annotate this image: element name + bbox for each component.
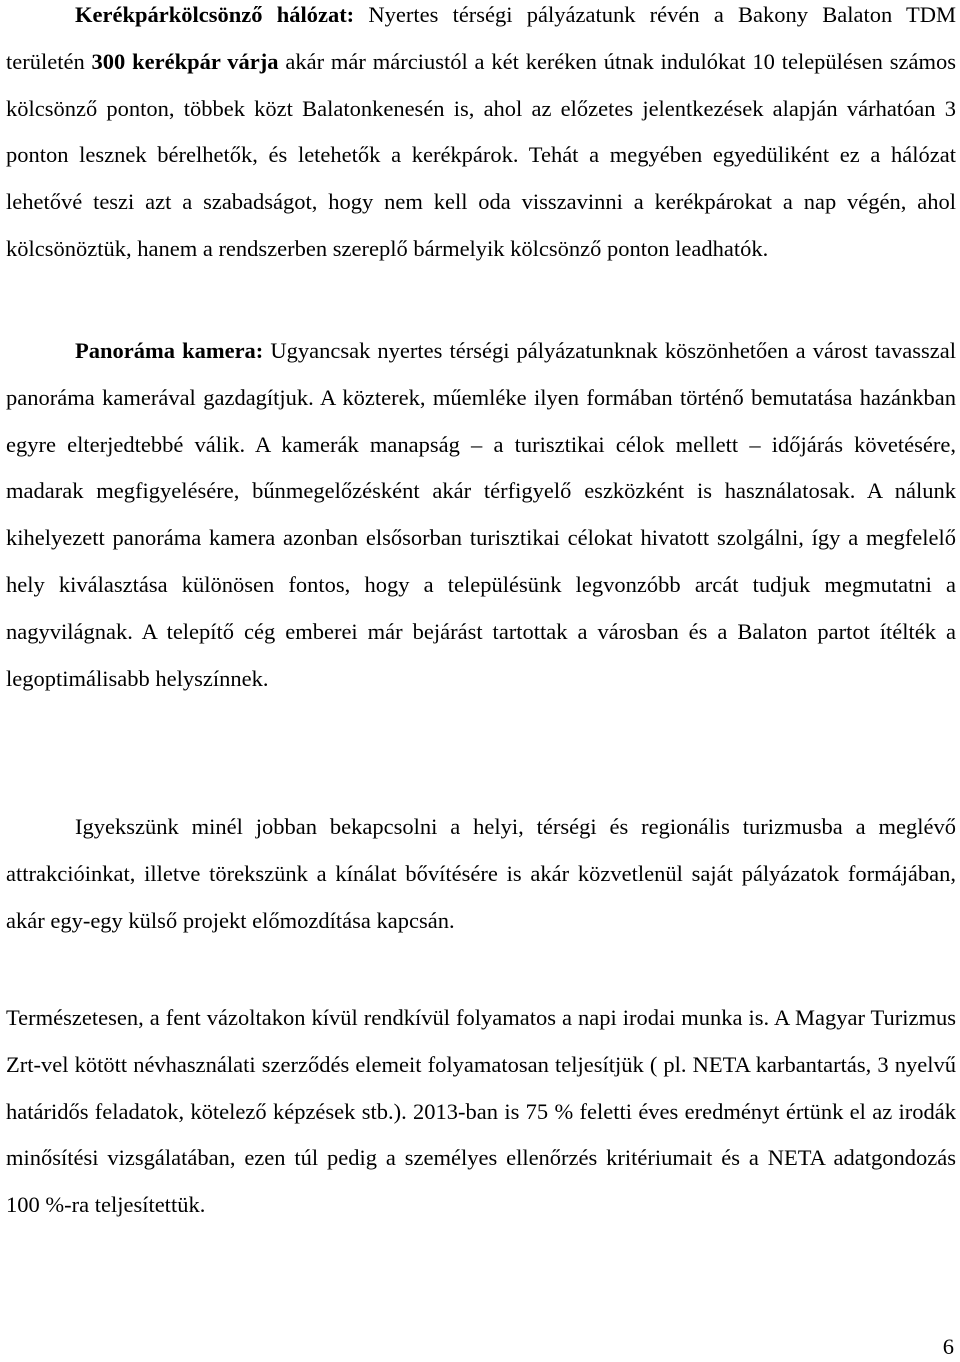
paragraph-text: Nyertes térségi pályázatunk révén a Bakony Balaton TDM területén xyxy=(6,2,957,74)
paragraph-tourism xyxy=(6,804,956,944)
paragraph-text: akár már márciustól a két keréken útnak indulókat 10 településen számos kölcsönző ponton, többek közt Balatonkenesén is, ahol az előzetes jelentkezések alapján várhatóan 3 ponton lesznek bérelhetők, és letehetők a kerékpárok. Tehát a megyében egyedüliként ez a hálózat lehetővé teszi azt a szabadságot, hogy nem kell oda visszavinni a kerékpárokat a nap végén, ahol kölcsönöztük, hanem a rendszerben szereplő bármelyik kölcsönző ponton leadhatók. xyxy=(6,48,956,261)
heading-panorama-camera: Panoráma kamera: xyxy=(75,338,264,363)
paragraph-text: Ugyancsak nyertes térségi pályázatunknak köszönhetően a várost tavasszal panoráma kamerával gazdagítjuk. A közterek, műemléke ilyen formában történő bemutatása hazánkban egyre elterjedtebbé válik. A kamerák manapság – a turisztikai célok mellett – időjárás követésére, madarak megfigyelésére, bűnmegelőzésként akár térfigyelő eszközként is használatosak. A nálunk kihelyezett panoráma kamera azonban elsősorban turisztikai célokat hivatott szolgálni, így a megfelelő hely kiválasztása különösen fontos, hogy a településünk legvonzóbb arcát tudjuk megmutatni a nagyvilágnak. A telepítő cég emberei már bejárást tartottak a városban és a Balaton partot ítélték a legoptimálisabb helyszínnek. xyxy=(6,338,956,691)
page-number: 6 xyxy=(942,1334,954,1359)
paragraph-panorama-camera xyxy=(6,328,956,702)
heading-bicycle-rental: Kerékpárkölcsönző hálózat: xyxy=(75,2,355,27)
paragraph-bicycle-rental xyxy=(6,0,956,273)
paragraph-text: Természetesen, a fent vázoltakon kívül rendkívül folyamatos a napi irodai munka is. A Magyar Turizmus Zrt-vel kötött névhasználati szerződés elemeit folyamatosan teljesítjük ( pl. NETA karbantartás, 3 nyelvű határidős feladatok, kötelező képzések stb.). 2013-ban is 75 % feletti éves eredményt értünk el az irodák minősítési vizsgálatában, ezen túl pedig a személyes ellenőrzés kritériumait és a NETA adatgondozás 100 %-ra teljesítettük. xyxy=(6,1005,956,1218)
paragraph-text: Igyekszünk minél jobban bekapcsolni a helyi, térségi és regionális turizmusba a meglévő attrakcióinkat, illetve törekszünk a kínálat bővítésére is akár közvetlenül saját pályázatok formájában, akár egy-egy külső projekt előmozdítása kapcsán. xyxy=(6,814,956,933)
highlight-bicycle-count: 300 kerékpár várja xyxy=(91,48,279,74)
paragraph-office-work xyxy=(6,995,956,1229)
